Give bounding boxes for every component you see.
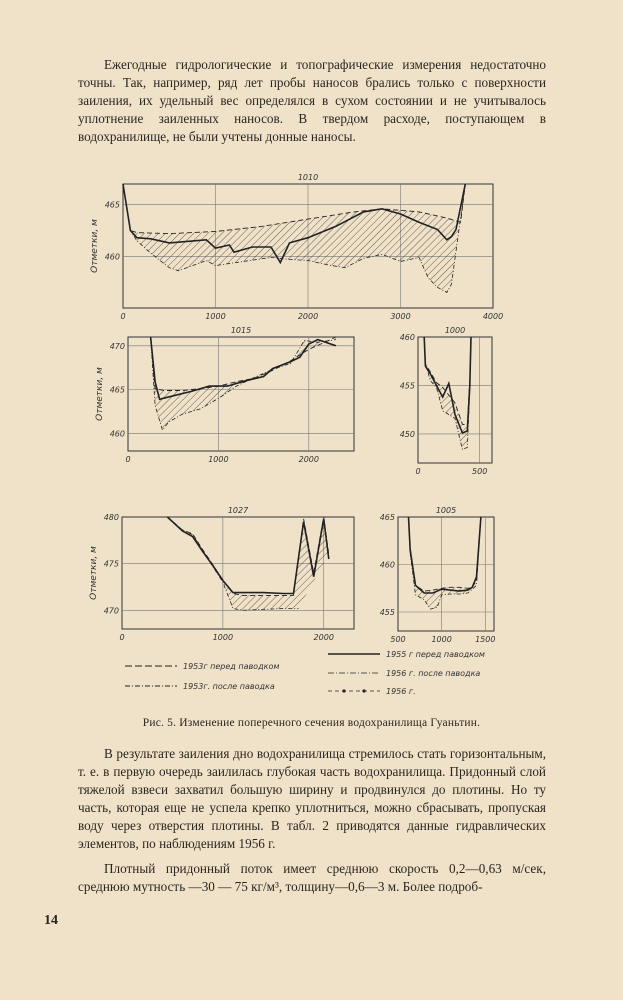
x-tick-label: 0 [125,455,131,464]
legend-label: 1953г. после паводка [183,682,275,691]
y-axis-label: Отметки, м [95,367,105,421]
y-tick-label: 470 [103,606,119,616]
x-tick-label: 2000 [313,633,334,642]
x-tick-label: 3000 [390,312,411,321]
flow-paragraph: Плотный придонный поток имеет среднюю скорость 0,2—0,63 м/сек, среднюю мутность —30 — 75 кг/м³, толщину—0,6—3 м. Более подроб- [78,861,546,894]
y-tick-label: 465 [379,513,395,522]
chart-title: 1005 [435,506,457,515]
y-tick-label: 465 [109,385,125,395]
legend-label: 1953г перед паводком [183,662,280,671]
chart-title: 1027 [227,506,249,515]
series-line [409,517,481,591]
x-tick-label: 0 [119,633,125,642]
y-tick-label: 475 [103,559,119,569]
x-tick-label: 1000 [431,635,452,644]
legend [125,650,485,696]
chart-panel [89,506,354,642]
y-tick-label: 480 [103,513,119,522]
y-tick-label: 455 [379,608,395,617]
x-tick-label: 4000 [482,312,504,321]
figure-cross-sections [80,170,510,710]
series-line [151,337,336,399]
chart-title: 1000 [444,326,466,335]
y-tick-label: 460 [104,252,120,262]
page-number: 14 [44,913,58,928]
x-tick-label: 2000 [297,312,319,321]
deposit-hatch [409,517,481,609]
legend-label: 1956 г. [386,687,416,696]
x-tick-label: 0 [120,312,126,321]
y-tick-label: 460 [399,333,415,342]
y-tick-label: 465 [104,200,120,210]
y-tick-label: 470 [109,341,125,351]
deposit-hatch [151,337,336,430]
series-line [409,517,481,593]
chart-panel [95,326,354,464]
x-tick-label: 1500 [475,635,496,644]
x-tick-label: 500 [472,467,488,476]
legend-label: 1955 г перед паводком [386,650,485,659]
x-tick-label: 1000 [205,312,226,321]
chart-title: 1010 [297,173,319,182]
legend-marker [362,689,365,692]
series-line [424,337,471,433]
figure-svg [80,170,510,710]
chart-panel [380,506,496,644]
chart-panel [90,173,503,321]
y-tick-label: 460 [379,560,395,570]
y-axis-label: Отметки, м [90,219,100,273]
results-paragraph: В результате заиления дно водохранилища стремилось стать горизонтальным, т. е. в первую очередь заилилась глубокая часть водохранилища. Придонный слой тяжелой взвеси захватил большую ширину и продвинулся до плотины. Но ту часть, которая еще не успела крепко уплотниться, можно сбрасывать, пропуская воду через отверстия плотины. В табл. 2 приводятся данные гидравлических элементов, по наблюдениям 1956 г. [78,746,546,851]
deposit-hatch [123,184,465,293]
x-tick-label: 0 [415,467,421,476]
x-tick-label: 2000 [298,455,319,464]
figure-caption: Рис. 5. Изменение поперечного сечения водохранилища Гуаньтин. [142,717,481,729]
chart-title: 1015 [230,326,252,335]
chart-panel [400,326,492,476]
x-tick-label: 500 [390,635,406,644]
y-tick-label: 460 [109,429,125,439]
chart-frame [122,517,354,629]
x-tick-label: 1000 [212,633,234,642]
intro-paragraph: Ежегодные гидрологические и топографические измерения недостаточно точны. Так, например, ряд лет пробы наносов брались только с поверхности заиления, их удельный вес определялся в сухом состоянии и не учитывалось уплотнение заиленных наносов. В твердом расходе, поступающем в водохранилище, не были учтены донные наносы. [78,57,546,144]
legend-marker [342,689,345,692]
chart-frame [418,337,492,463]
legend-label: 1956 г. после паводка [386,669,481,678]
y-axis-label: Отметки, м [89,546,99,600]
y-tick-label: 455 [399,381,415,391]
y-tick-label: 450 [399,429,415,439]
x-tick-label: 1000 [208,455,229,464]
